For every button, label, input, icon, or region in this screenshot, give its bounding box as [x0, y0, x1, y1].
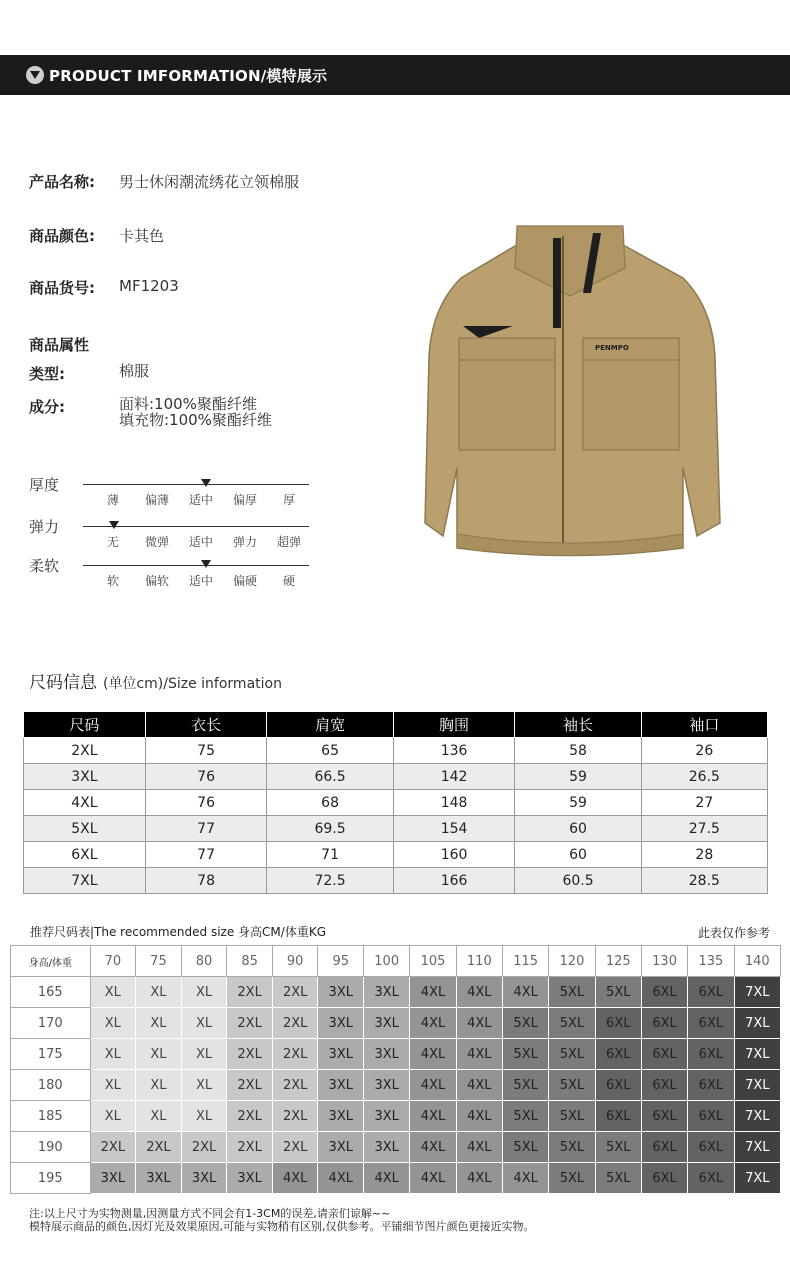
size-cell: 7XL — [734, 1101, 780, 1132]
material-fabric: 面料:100%聚酯纤维 — [119, 395, 257, 413]
size-cell: XL — [90, 1070, 136, 1101]
footnote-line1: 注:以上尺寸为实物测量,因测量方式不同会有1-3CM的误差,请亲们谅解~~ — [29, 1207, 391, 1220]
scale-marker-icon — [201, 479, 211, 487]
size-cell: 4XL — [318, 1163, 364, 1194]
banner-title: PRODUCT IMFORMATION/模特展示 — [49, 66, 328, 85]
scale-label: 柔软 — [29, 557, 60, 575]
scale-marker-icon — [201, 560, 211, 568]
weight-cell: 80 — [181, 946, 227, 977]
size-info-title — [29, 668, 282, 693]
table-cell: 60.5 — [515, 868, 641, 894]
table-cell: 154 — [393, 816, 515, 842]
size-cell: 5XL — [549, 1039, 595, 1070]
weight-cell: 85 — [227, 946, 273, 977]
size-cell: 4XL — [456, 1008, 502, 1039]
product-sku-value: MF1203 — [119, 277, 179, 295]
jacket-product-image — [415, 218, 725, 563]
height-cell: 170 — [11, 1008, 91, 1039]
table-cell: 68 — [267, 790, 393, 816]
size-cell: 5XL — [549, 1163, 595, 1194]
size-cell: 6XL — [641, 1070, 687, 1101]
table-cell: 136 — [393, 738, 515, 764]
recommend-header — [11, 946, 781, 977]
size-cell: 4XL — [364, 1163, 410, 1194]
size-cell: 3XL — [318, 1008, 364, 1039]
size-cell: 2XL — [136, 1132, 182, 1163]
size-cell: 3XL — [318, 1101, 364, 1132]
product-name-value: 男士休闲潮流绣花立领棉服 — [119, 173, 300, 191]
size-cell: 4XL — [456, 977, 502, 1008]
table-row — [11, 1101, 781, 1132]
height-cell: 180 — [11, 1070, 91, 1101]
size-cell: 6XL — [595, 1008, 641, 1039]
table-cell: 65 — [267, 738, 393, 764]
header-cell: 肩宽 — [267, 712, 393, 738]
table-row — [11, 1070, 781, 1101]
size-cell: 6XL — [688, 1132, 734, 1163]
weight-cell: 90 — [272, 946, 318, 977]
recommend-note: 此表仅作参考 — [697, 926, 770, 940]
size-cell: 5XL — [502, 1039, 548, 1070]
size-cell: 4XL — [410, 1132, 456, 1163]
size-cell: 5XL — [595, 1132, 641, 1163]
size-cell: XL — [90, 977, 136, 1008]
size-cell: 2XL — [227, 1039, 273, 1070]
size-cell: 2XL — [272, 1070, 318, 1101]
table-row — [11, 1163, 781, 1194]
size-cell: 5XL — [549, 977, 595, 1008]
table-cell: 77 — [145, 842, 267, 868]
size-cell: 3XL — [181, 1163, 227, 1194]
scale-label: 厚度 — [29, 476, 60, 494]
size-cell: XL — [181, 1008, 227, 1039]
size-cell: 5XL — [595, 977, 641, 1008]
table-cell: 142 — [393, 764, 515, 790]
size-cell: 2XL — [272, 977, 318, 1008]
size-cell: 4XL — [410, 1070, 456, 1101]
table-cell: 60 — [515, 842, 641, 868]
scale-line — [83, 484, 309, 485]
weight-cell: 110 — [456, 946, 502, 977]
size-cell: 6XL — [688, 1070, 734, 1101]
size-cell: 2XL — [272, 1039, 318, 1070]
table-cell: 28 — [641, 842, 767, 868]
table-cell: 2XL — [24, 738, 146, 764]
size-cell: XL — [136, 1070, 182, 1101]
size-cell: 2XL — [272, 1132, 318, 1163]
table-cell: 77 — [145, 816, 267, 842]
table-cell: 27 — [641, 790, 767, 816]
table-cell: 75 — [145, 738, 267, 764]
size-cell: 4XL — [456, 1101, 502, 1132]
product-color-label: 商品颜色: — [29, 227, 95, 245]
size-cell: 6XL — [688, 1039, 734, 1070]
size-cell: 3XL — [364, 1101, 410, 1132]
size-cell: 2XL — [90, 1132, 136, 1163]
table-row — [11, 1039, 781, 1070]
size-cell: XL — [136, 1101, 182, 1132]
size-cell: 7XL — [734, 1163, 780, 1194]
elasticity-scale — [29, 516, 319, 556]
footnote-line2: 模特展示商品的颜色,因灯光及效果原因,可能与实物稍有区别,仅供参考。平铺细节图片颜色更接近实物。 — [29, 1220, 535, 1233]
size-cell: 2XL — [181, 1132, 227, 1163]
size-cell: 4XL — [272, 1163, 318, 1194]
size-cell: 7XL — [734, 1132, 780, 1163]
size-info-subtitle: (单位cm)/Size information — [103, 676, 282, 692]
scale-option: 弹力 — [232, 535, 257, 549]
table-cell: 59 — [515, 790, 641, 816]
table-cell: 76 — [145, 764, 267, 790]
material-value — [119, 396, 272, 428]
size-cell: XL — [90, 1039, 136, 1070]
table-row — [11, 1132, 781, 1163]
scale-options — [91, 491, 311, 508]
weight-cell: 130 — [641, 946, 687, 977]
product-name-row — [29, 171, 299, 192]
recommend-table — [10, 945, 781, 1194]
size-cell: 5XL — [549, 1132, 595, 1163]
type-value: 棉服 — [119, 362, 150, 380]
size-cell: 4XL — [456, 1070, 502, 1101]
size-cell: 6XL — [641, 977, 687, 1008]
scale-option: 无 — [106, 535, 119, 549]
weight-cell: 135 — [688, 946, 734, 977]
scale-option: 硬 — [282, 574, 295, 588]
table-row — [24, 738, 768, 764]
scale-option: 偏厚 — [232, 493, 257, 507]
scale-option: 薄 — [106, 493, 119, 507]
size-cell: XL — [181, 1101, 227, 1132]
size-cell: 4XL — [456, 1132, 502, 1163]
size-cell: 5XL — [502, 1070, 548, 1101]
size-table-header — [24, 712, 768, 738]
table-row — [24, 764, 768, 790]
size-cell: 5XL — [549, 1008, 595, 1039]
size-cell: 5XL — [502, 1008, 548, 1039]
table-cell: 60 — [515, 816, 641, 842]
table-row — [11, 977, 781, 1008]
table-cell: 26 — [641, 738, 767, 764]
size-cell: 5XL — [502, 1132, 548, 1163]
table-cell: 6XL — [24, 842, 146, 868]
size-cell: 3XL — [90, 1163, 136, 1194]
table-cell: 7XL — [24, 868, 146, 894]
size-cell: 2XL — [227, 1101, 273, 1132]
scale-option: 偏硬 — [232, 574, 257, 588]
table-cell: 72.5 — [267, 868, 393, 894]
table-cell: 148 — [393, 790, 515, 816]
size-cell: 3XL — [318, 977, 364, 1008]
weight-cell: 125 — [595, 946, 641, 977]
size-cell: 3XL — [136, 1163, 182, 1194]
height-cell: 165 — [11, 977, 91, 1008]
size-cell: 3XL — [364, 1008, 410, 1039]
weight-cell: 95 — [318, 946, 364, 977]
size-cell: 7XL — [734, 1070, 780, 1101]
header-cell: 袖长 — [515, 712, 641, 738]
table-cell: 5XL — [24, 816, 146, 842]
size-cell: 5XL — [549, 1101, 595, 1132]
size-cell: XL — [181, 1039, 227, 1070]
product-sku-row — [29, 277, 179, 298]
weight-cell: 120 — [549, 946, 595, 977]
scale-option: 适中 — [188, 574, 213, 588]
size-cell: 2XL — [227, 1070, 273, 1101]
size-cell: 3XL — [364, 1132, 410, 1163]
weight-cell: 75 — [136, 946, 182, 977]
scale-option: 超弹 — [276, 535, 301, 549]
size-cell: XL — [136, 1008, 182, 1039]
size-cell: 6XL — [595, 1101, 641, 1132]
height-cell: 190 — [11, 1132, 91, 1163]
size-cell: 5XL — [502, 1101, 548, 1132]
table-cell: 27.5 — [641, 816, 767, 842]
table-cell: 3XL — [24, 764, 146, 790]
scale-label: 弹力 — [29, 518, 60, 536]
scale-option: 软 — [106, 574, 119, 588]
size-cell: 7XL — [734, 1039, 780, 1070]
size-cell: 6XL — [688, 1008, 734, 1039]
size-cell: 6XL — [641, 1101, 687, 1132]
size-cell: 3XL — [227, 1163, 273, 1194]
size-cell: 3XL — [364, 977, 410, 1008]
height-cell: 195 — [11, 1163, 91, 1194]
scale-option: 适中 — [188, 493, 213, 507]
size-cell: 6XL — [641, 1163, 687, 1194]
table-cell: 4XL — [24, 790, 146, 816]
weight-cell: 100 — [364, 946, 410, 977]
size-cell: 7XL — [734, 977, 780, 1008]
product-sku-label: 商品货号: — [29, 279, 95, 297]
type-row — [29, 363, 149, 384]
size-cell: XL — [136, 977, 182, 1008]
size-cell: XL — [90, 1101, 136, 1132]
table-cell: 66.5 — [267, 764, 393, 790]
thickness-scale — [29, 474, 319, 514]
size-cell: 3XL — [318, 1132, 364, 1163]
size-cell: 6XL — [595, 1070, 641, 1101]
table-cell: 28.5 — [641, 868, 767, 894]
size-cell: 4XL — [502, 977, 548, 1008]
header-cell: 衣长 — [145, 712, 267, 738]
size-cell: 4XL — [410, 1039, 456, 1070]
size-cell: 6XL — [641, 1132, 687, 1163]
size-cell: XL — [181, 1070, 227, 1101]
height-cell: 185 — [11, 1101, 91, 1132]
attributes-heading: 商品属性 — [29, 336, 90, 354]
table-cell: 26.5 — [641, 764, 767, 790]
table-cell: 71 — [267, 842, 393, 868]
size-cell: 7XL — [734, 1008, 780, 1039]
size-cell: 6XL — [641, 1008, 687, 1039]
weight-cell: 115 — [502, 946, 548, 977]
size-cell: 3XL — [318, 1070, 364, 1101]
table-cell: 160 — [393, 842, 515, 868]
size-cell: 4XL — [502, 1163, 548, 1194]
size-cell: 6XL — [688, 977, 734, 1008]
table-row — [11, 1008, 781, 1039]
scale-options — [91, 572, 311, 589]
product-name-label: 产品名称: — [29, 173, 95, 191]
jacket-print-text: PENMPO — [595, 344, 629, 352]
table-row — [24, 868, 768, 894]
product-color-value: 卡其色 — [119, 227, 165, 245]
table-row — [24, 842, 768, 868]
scale-option: 厚 — [282, 493, 295, 507]
table-cell: 69.5 — [267, 816, 393, 842]
weight-cell: 70 — [90, 946, 136, 977]
scale-option: 偏软 — [144, 574, 169, 588]
size-cell: XL — [181, 977, 227, 1008]
size-table — [23, 711, 768, 894]
section-banner — [0, 55, 790, 95]
table-cell: 76 — [145, 790, 267, 816]
table-row — [24, 816, 768, 842]
material-label: 成分: — [29, 398, 65, 416]
header-cell: 胸围 — [393, 712, 515, 738]
size-cell: 4XL — [410, 1101, 456, 1132]
size-cell: XL — [90, 1008, 136, 1039]
size-cell: 3XL — [364, 1070, 410, 1101]
scale-option: 微弹 — [144, 535, 169, 549]
scale-options — [91, 533, 311, 550]
size-cell: 6XL — [688, 1101, 734, 1132]
weight-cell: 105 — [410, 946, 456, 977]
size-cell: 4XL — [456, 1163, 502, 1194]
scale-option: 适中 — [188, 535, 213, 549]
material-filling: 填充物:100%聚酯纤维 — [119, 411, 272, 429]
product-color-row — [29, 225, 164, 246]
type-label: 类型: — [29, 365, 65, 383]
chevron-down-icon — [26, 66, 44, 84]
size-cell: 3XL — [318, 1039, 364, 1070]
size-cell: 6XL — [595, 1039, 641, 1070]
size-cell: 6XL — [688, 1163, 734, 1194]
softness-scale — [29, 555, 319, 595]
size-cell: 2XL — [272, 1101, 318, 1132]
size-cell: 4XL — [410, 977, 456, 1008]
size-info-heading: 尺码信息 — [29, 673, 97, 693]
recommend-title: 推荐尺码表|The recommended size 身高CM/体重KG — [30, 925, 326, 939]
corner-cell: 身高/体重 — [11, 946, 91, 977]
height-cell: 175 — [11, 1039, 91, 1070]
size-cell: 6XL — [641, 1039, 687, 1070]
size-cell: 4XL — [410, 1163, 456, 1194]
size-cell: 5XL — [595, 1163, 641, 1194]
weight-cell: 140 — [734, 946, 780, 977]
table-cell: 78 — [145, 868, 267, 894]
scale-option: 偏薄 — [144, 493, 169, 507]
size-cell: 4XL — [456, 1039, 502, 1070]
size-cell: XL — [136, 1039, 182, 1070]
table-cell: 58 — [515, 738, 641, 764]
table-cell: 59 — [515, 764, 641, 790]
header-cell: 尺码 — [24, 712, 146, 738]
size-cell: 2XL — [227, 977, 273, 1008]
size-cell: 3XL — [364, 1039, 410, 1070]
header-cell: 袖口 — [641, 712, 767, 738]
scale-line — [83, 565, 309, 566]
table-cell: 166 — [393, 868, 515, 894]
material-row — [29, 396, 272, 428]
size-cell: 2XL — [227, 1008, 273, 1039]
size-cell: 2XL — [272, 1008, 318, 1039]
size-cell: 5XL — [549, 1070, 595, 1101]
table-row — [24, 790, 768, 816]
size-cell: 4XL — [410, 1008, 456, 1039]
scale-marker-icon — [109, 521, 119, 529]
size-cell: 2XL — [227, 1132, 273, 1163]
